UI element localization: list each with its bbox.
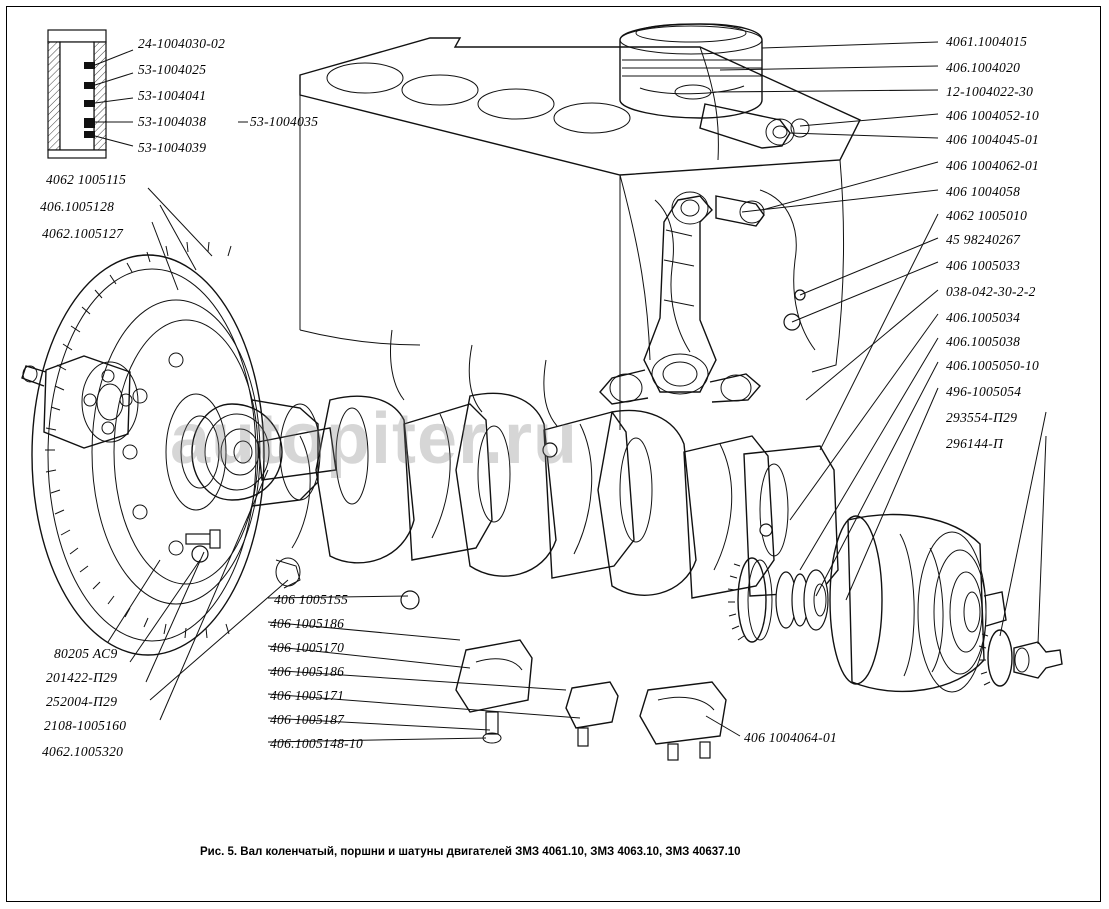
- figure-caption: Рис. 5. Вал коленчатый, поршни и шатуны двигателей ЗМЗ 4061.10, ЗМЗ 4063.10, ЗМЗ 40637.10: [200, 846, 741, 858]
- leader-lines: [108, 42, 1046, 742]
- part-label: 45 98240267: [946, 232, 1021, 247]
- part-label: 406 1004045-01: [946, 132, 1040, 147]
- part-label: 12-1004022-30: [946, 84, 1034, 99]
- part-label: 4061.1004015: [946, 34, 1028, 49]
- part-label: 252004-П29: [46, 694, 118, 709]
- part-label: 201422-П29: [46, 670, 118, 685]
- part-label: 406.1005038: [946, 334, 1021, 349]
- part-label: 406.1005148-10: [270, 736, 364, 751]
- part-label: 406.1005128: [40, 199, 115, 214]
- part-label: 4062.1005320: [42, 744, 124, 759]
- part-label: 406 1005187: [270, 712, 345, 727]
- part-label: 53-1004035: [250, 114, 319, 129]
- part-label: 24-1004030-02: [138, 36, 226, 51]
- part-label: 53-1004039: [138, 140, 207, 155]
- part-label: 406 1004058: [946, 184, 1021, 199]
- cylinder-block-deck: [300, 38, 860, 430]
- part-label: 406 1004062-01: [946, 158, 1040, 173]
- part-label: 4062 1005115: [46, 172, 127, 187]
- part-label: 406 1005171: [270, 688, 345, 703]
- piston-assembly: [600, 24, 809, 404]
- part-label: 296144-П: [946, 436, 1004, 451]
- part-label: 406 1005186: [270, 616, 345, 631]
- main-bearing-caps: [456, 640, 726, 760]
- part-label: 293554-П29: [946, 410, 1018, 425]
- timing-gear: [728, 558, 772, 642]
- part-label: 406.1004020: [946, 60, 1021, 75]
- part-label: 406.1005050-10: [946, 358, 1040, 373]
- part-label: 496-1005054: [946, 384, 1022, 399]
- part-label: 53-1004025: [138, 62, 207, 77]
- part-label: 406 1004064-01: [744, 730, 838, 745]
- part-label: 4062.1005127: [42, 226, 124, 241]
- part-label: 406 1005170: [270, 640, 345, 655]
- part-label: 2108-1005160: [44, 718, 127, 733]
- damper-pulley: [830, 515, 1062, 692]
- flywheel-flange: [22, 356, 138, 448]
- part-label: 80205 АС9: [54, 646, 118, 661]
- part-label: 406 1005155: [274, 592, 349, 607]
- watermark: autopiter.ru: [170, 399, 579, 479]
- small-gear: [979, 630, 1062, 686]
- part-label: 4062 1005010: [946, 208, 1028, 223]
- part-label: 406 1005186: [270, 664, 345, 679]
- part-label: 038-042-30-2-2: [946, 284, 1036, 299]
- part-label: 406 1004052-10: [946, 108, 1040, 123]
- part-label: 53-1004041: [138, 88, 207, 103]
- part-label: 406.1005034: [946, 310, 1021, 325]
- part-label: 53-1004038: [138, 114, 207, 129]
- part-label: 406 1005033: [946, 258, 1021, 273]
